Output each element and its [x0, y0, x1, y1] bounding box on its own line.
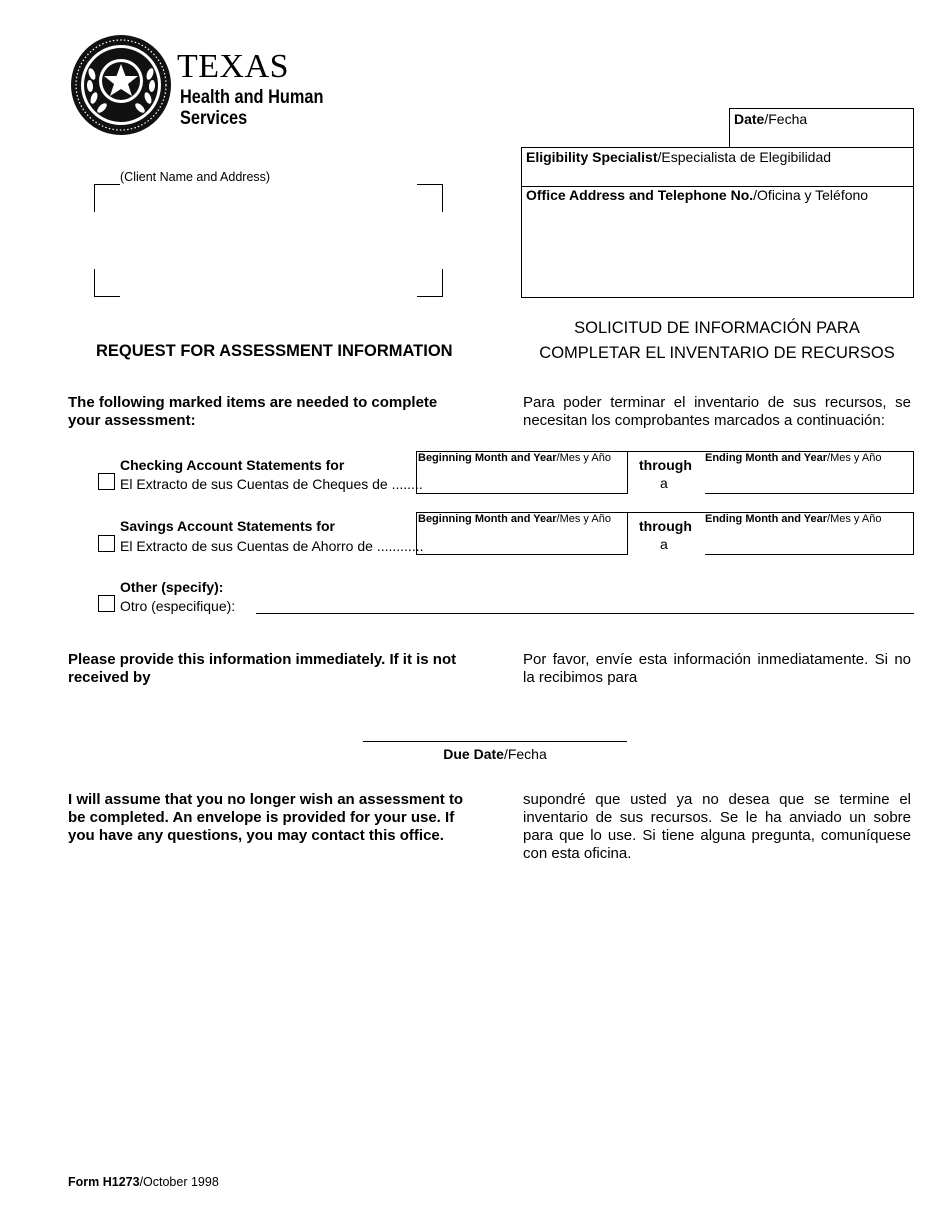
form-title-es: [523, 316, 911, 366]
savings-a-label: a: [660, 536, 668, 552]
savings-date-range[interactable]: [416, 512, 914, 555]
address-corner-bottom-right: [417, 269, 443, 297]
office-info-box: [521, 147, 914, 298]
checking-checkbox[interactable]: [98, 473, 115, 490]
logo-line-1: Health and Human: [180, 87, 324, 108]
form-title-es-line-1: SOLICITUD DE INFORMACIÓN PARA: [574, 319, 860, 337]
specialist-label-es: /Especialista de Elegibilidad: [657, 149, 832, 165]
savings-through-label: through: [639, 518, 692, 534]
form-number: [68, 1175, 219, 1189]
end-label-es: /Mes y Año: [827, 452, 882, 464]
savings-label-es: El Extracto de sus Cuentas de Ahorro de ............: [120, 538, 424, 554]
date-label-es: /Fecha: [764, 111, 808, 127]
office-label-es: /Oficina y Teléfono: [753, 187, 869, 203]
checking-date-range[interactable]: [416, 451, 914, 494]
due-date-label-es: /Fecha: [503, 746, 547, 762]
other-label-en: Other (specify):: [120, 579, 224, 595]
checking-end-label: [705, 452, 881, 464]
office-address-field[interactable]: [526, 187, 868, 203]
form-title-es-line-2: COMPLETAR EL INVENTARIO DE RECURSOS: [539, 344, 895, 362]
other-label-es: Otro (especifique):: [120, 598, 236, 614]
assume-text-en: I will assume that you no longer wish an assessment to be completed. An envelope is provided for your use. If you have any questions, you may contact this office.: [68, 791, 464, 844]
savings-label-en: Savings Account Statements for: [120, 518, 335, 534]
eligibility-specialist-field[interactable]: [526, 149, 831, 165]
due-date-label: [363, 746, 627, 762]
begin-label-es: /Mes y Año: [556, 452, 611, 464]
intro-text-es: Para poder terminar el inventario de sus recursos, se necesitan los comprobantes marcados a continuación:: [523, 394, 911, 429]
checking-label-es: El Extracto de sus Cuentas de Cheques de ........: [120, 476, 423, 492]
date-field[interactable]: [729, 108, 914, 148]
border-gap: [628, 492, 705, 495]
texas-seal-logo: [70, 34, 172, 136]
assume-text-es: supondré que usted ya no desea que se termine el inventario de sus recursos. Se le ha anviado un sobre para que lo use. Si tiene alguna pregunta, comuníquese con esta oficina.: [523, 791, 911, 862]
due-date-input[interactable]: [363, 741, 627, 742]
savings-end-label: [705, 513, 881, 525]
other-specify-input[interactable]: [256, 613, 914, 619]
form-revision-date: /October 1998: [139, 1175, 219, 1189]
provide-text-es: Por favor, envíe esta información inmediatamente. Si no la recibimos para: [523, 651, 911, 686]
logo-texas-text: TEXAS: [177, 48, 290, 85]
begin-label-en: Beginning Month and Year: [418, 452, 557, 464]
form-number-id: Form H1273: [68, 1175, 140, 1189]
address-corner-bottom-left: [94, 269, 120, 297]
logo-line-2: Services: [180, 108, 248, 129]
checking-label-en: Checking Account Statements for: [120, 457, 345, 473]
checking-a-label: a: [660, 475, 668, 491]
client-name-address-label: (Client Name and Address): [120, 170, 271, 184]
address-corner-top-right: [417, 184, 443, 212]
end-label-en: Ending Month and Year: [705, 452, 828, 464]
office-label: Office Address and Telephone No.: [526, 187, 754, 203]
form-title-en: REQUEST FOR ASSESSMENT INFORMATION: [96, 342, 453, 360]
due-date-label-en: Due Date: [443, 746, 504, 762]
logo-agency-name: [180, 87, 323, 129]
address-corner-top-left: [94, 184, 120, 212]
begin-label-en: Beginning Month and Year: [418, 513, 557, 525]
checking-begin-label: [418, 452, 611, 464]
date-label: Date: [734, 111, 765, 127]
end-label-en: Ending Month and Year: [705, 513, 828, 525]
other-checkbox[interactable]: [98, 595, 115, 612]
savings-begin-label: [418, 513, 611, 525]
specialist-label: Eligibility Specialist: [526, 149, 658, 165]
provide-text-en: Please provide this information immediately. If it is not received by: [68, 651, 457, 686]
begin-label-es: /Mes y Año: [556, 513, 611, 525]
savings-checkbox[interactable]: [98, 535, 115, 552]
border-gap: [628, 553, 705, 556]
checking-through-label: through: [639, 457, 692, 473]
end-label-es: /Mes y Año: [827, 513, 882, 525]
intro-text-en: The following marked items are needed to complete your assessment:: [68, 394, 438, 429]
